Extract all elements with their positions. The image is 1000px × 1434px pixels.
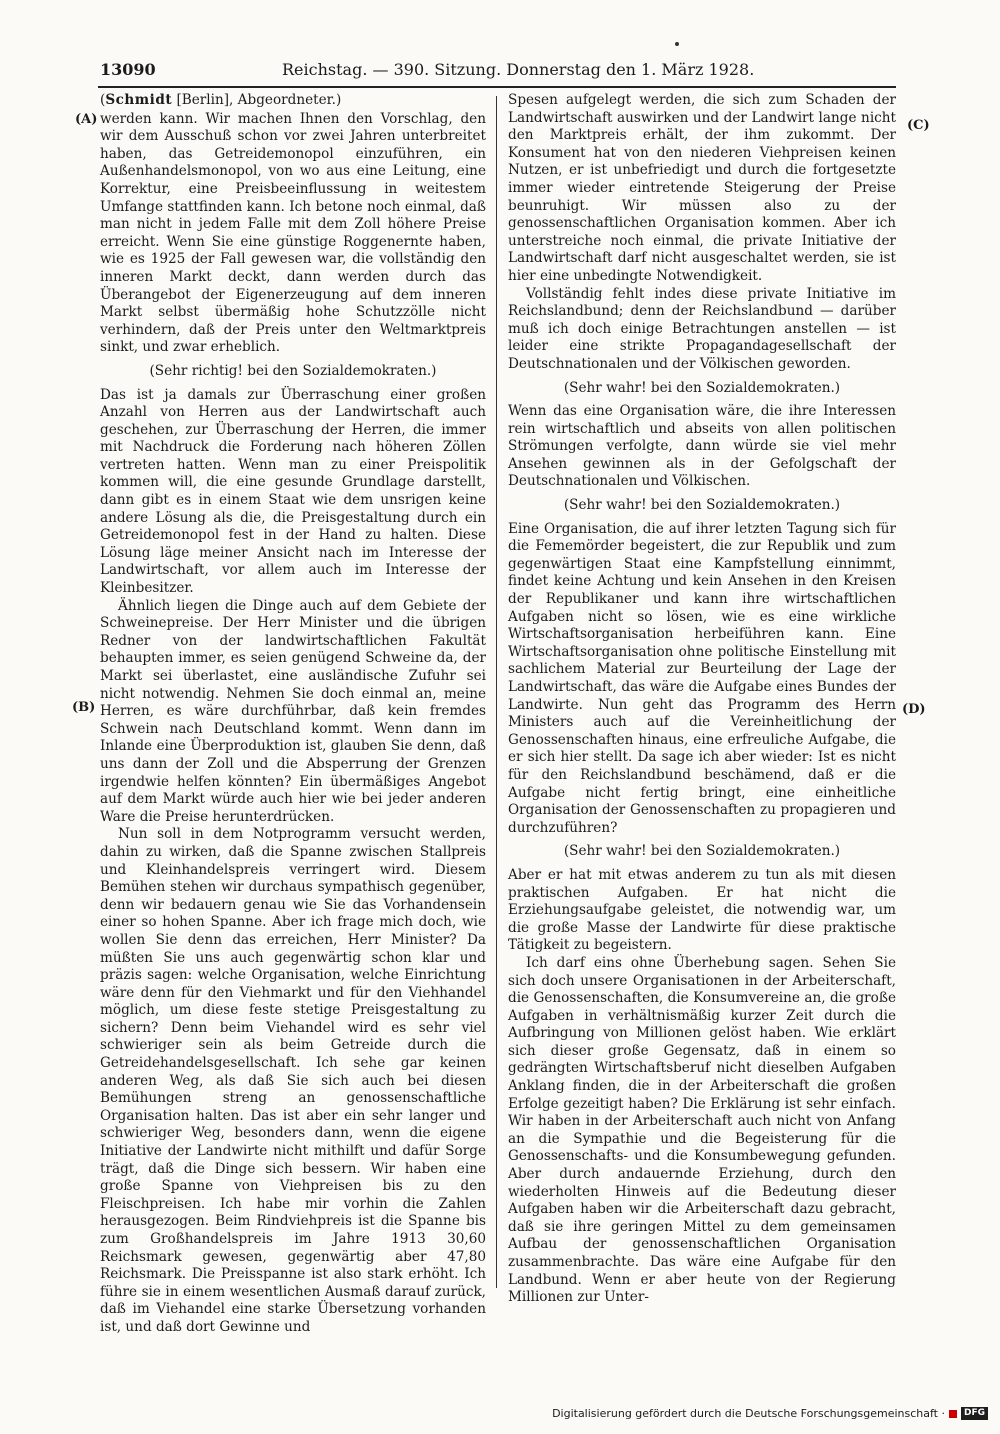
paragraph: Nun soll in dem Notprogramm versucht werden, dahin zu wirken, daß die Spanne zwischen Stallpreis und Kleinhandelspreis verringert wird. Diesem Bemühen stehen wir durchaus sympathisch gegenüber, denn wir bedauern genau wie Sie das Vorhandensein einer so hohen Spanne. Aber ich frage mich doch, wie wollen Sie denn das erreichen, Herr Minister? Da müßten Sie uns auch gegenwärtig schon klar und präzis sagen: welche Organisation, welche Einrichtung wäre denn für den Viehmarkt und für den Viehhandel möglich, um diese feste stetige Preisgestaltung zu sichern? Denn beim Viehandel wird es sehr viel schwieriger sein als beim Getreide durch die Getreidehandelsgesellschaft. Ich sehe gar keinen anderen Weg, als daß Sie sich auch bei diesen Bemühungen streng an genossenschaftliche Organisation halten. Das ist aber ein sehr langer und schwieriger Weg, besonders dann, wenn die eigene Initiative der Landwirte nicht mithilft und dafür Sorge trägt, daß die Dinge sich bessern. Wir haben eine große Spanne von Viehpreisen bis zu den Fleischpreisen. Ich habe mir vorhin die Zahlen herausgezogen. Beim Rindviehpreis ist die Spanne bis zum Großhandelspreis im Jahre 1913 30,60 Reichsmark gewesen, gegenwärtig aber 47,80 Reichsmark. Die Preisspanne ist also stark erhöht. Ich führe sie in einem wesentlichen Ausmaß darauf zurück, daß im Viehandel eine starke Übersetzung vorhanden ist, und daß dort Gewinne und xyxy=(100,826,486,1335)
footer-credit: Digitalisierung gefördert durch die Deutsche Forschungsgemeinschaft · xyxy=(552,1407,945,1420)
left-column xyxy=(100,92,486,1337)
interjection: (Sehr wahr! bei den Sozialdemokraten.) xyxy=(563,379,841,396)
paragraph: Aber er hat mit etwas anderem zu tun als mit diesen praktischen Aufgaben. Er hat nicht die Erziehungsaufgabe geleistet, die notwendig war, um die große Masse der Landwirte für diese praktische Tätigkeit zu begeistern. xyxy=(508,866,896,954)
running-title: Reichstag. — 390. Sitzung. Donnerstag den 1. März 1928. xyxy=(282,60,755,79)
page-number: 13090 xyxy=(100,60,156,79)
paragraph: Wenn das eine Organisation wäre, die ihre Interessen rein wirtschaftlich und abseits von allen politischen Strömungen verfolgte, dann würde sie viel mehr Ansehen gewinnen als in der Gefolgschaft der Deutschnationalen und Völkischen. xyxy=(508,403,896,490)
speaker-name: Schmidt xyxy=(105,92,173,108)
paragraph: Ähnlich liegen die Dinge auch auf dem Gebiete der Schweinepreise. Der Herr Minister und die übrigen Redner von der landwirtschaftlichen Fakultät behaupten immer, es seien genügend Schweine da, der Markt sei überlastet, eine ausländische Zufuhr sei nicht notwendig. Nehmen Sie doch einmal an, meine Herren, es wäre durchführbar, daß kein fremdes Schwein nach Deutschland kommt. Wenn dann im Inlande eine Überproduktion ist, glauben Sie denn, daß uns dann der Zoll und die Absperrung der Grenzen irgendwie helfen könnten? Ein übermäßiges Angebot auf dem Markt würde auch hier wie bei jeder anderen Ware die Preise herunterdrücken. xyxy=(100,597,486,825)
paragraph: Das ist ja damals zur Überraschung einer großen Anzahl von Herren aus der Landwirtschaft auch geschehen, zur Überraschung der Herren, die immer mit Nachdruck die Forderung nach höheren Zöllen vertreten hatten. Wenn man zu einer Preispolitik kommen will, die eine gesunde Grundlage darstellt, dann gibt es in einem Staat wie dem unsrigen keine andere Lösung als die, die Preisgestaltung durch ein Getreidemonopol fest in der Hand zu halten. Diese Lösung läge meiner Ansicht nach im Interesse der Landwirtschaft, vor allem auch im Interesse der Kleinbesitzer. xyxy=(100,386,486,597)
column-divider xyxy=(496,96,497,1288)
print-speck xyxy=(675,42,679,46)
header-rule xyxy=(98,86,896,88)
paragraph: werden kann. Wir machen Ihnen den Vorschlag, den wir dem Ausschuß schon vor zwei Jahren unterbreitet haben, das Getreidemonopol einzuführen, ein Außenhandelsmonopol, von wo aus eine Leitung, eine Korrektur, eine Preisbeeinflussung in weitestem Umfange stattfinden kann. Ich betone noch einmal, daß man nicht in jedem Falle mit dem Zoll höhere Preise erreicht. Wenn Sie eine günstige Roggenernte haben, wie es 1925 der Fall gewesen war, die vollständig den inneren Markt deckt, dann werden durch das Überangebot der Eigenerzeugung auf dem inneren Markt selbst übermäßig hohe Schutzzölle nicht verhindern, daß der Preis unter den Weltmarktpreis sinkt, und zwar erheblich. xyxy=(100,110,486,356)
margin-marker-d: (D) xyxy=(902,702,926,717)
right-column xyxy=(508,92,896,1307)
margin-marker-b: (B) xyxy=(72,700,96,715)
dfg-logo: DFG xyxy=(961,1407,988,1420)
interjection: (Sehr wahr! bei den Sozialdemokraten.) xyxy=(563,497,841,514)
paragraph: Ich darf eins ohne Überhebung sagen. Sehen Sie sich doch unsere Organisationen in der Arbeiterschaft, die Genossenschaften, die Konsumvereine an, die große Aufgaben in verhältnismäßig kurzer Zeit durch die Aufbringung von Millionen gelöst haben. Wie erklärt sich dieser große Gegensatz, daß in einem so gedrängten Wirtschaftsberuf nicht dieselben Aufgaben Anklang finden, die in der Arbeiterschaft die großen Erfolge gezeitigt haben? Die Erklärung ist sehr einfach. Wir haben in der Arbeiterschaft auch nicht von Anfang an die Sympathie und die Begeisterung für die Genossenschafts- und die Konsumbewegung gefunden. Aber durch andauernde Erziehung, durch den wiederholten Hinweis auf die Bedeutung dieser Aufgaben haben wir die Arbeiterschaft dazu gebracht, daß sie ihre geringen Mittel zu dem gemeinsamen Aufbau der genossenschaftlichen Organisation zusammenbrachte. Das wäre eine Aufgabe für den Landbund. Wenn er aber heute von der Regierung Millionen zur Unter- xyxy=(508,954,896,1306)
dfg-logo-icon xyxy=(949,1410,957,1418)
margin-marker-a: (A) xyxy=(75,112,98,127)
paragraph: Vollständig fehlt indes diese private Initiative im Reichslandbund; denn der Reichslandbund — darüber muß ich doch einige Betrachtungen anstellen — ist leider eine strikte Propagandagesellschaft der Deutschnationalen und der Völkischen geworden. xyxy=(508,285,896,372)
margin-marker-c: (C) xyxy=(907,118,930,133)
interjection: (Sehr wahr! bei den Sozialdemokraten.) xyxy=(563,843,841,860)
speaker-line: (Schmidt [Berlin], Abgeordneter.) xyxy=(100,92,342,108)
interjection: (Sehr richtig! bei den Sozialdemokraten.) xyxy=(149,362,437,379)
paragraph: Spesen aufgelegt werden, die sich zum Schaden der Landwirtschaft auswirken und der Landwirt lange nicht den Marktpreis erhält, der ihm zukommt. Der Konsument hat von den niederen Viehpreisen keinen Nutzen, er ist unbefriedigt und durch die fortgesetzte immer wieder eintretende Steigerung der Preise beunruhigt. Wir müssen also zu der genossenschaftlichen Organisation kommen. Aber ich unterstreiche noch einmal, die private Initiative der Landwirtschaft darf nicht ausgeschaltet werden, sie ist hier eine unbedingte Notwendigkeit. xyxy=(508,92,896,284)
speaker-detail: [Berlin], Abgeordneter.) xyxy=(172,92,342,108)
digitization-footer xyxy=(552,1407,988,1420)
paragraph: Eine Organisation, die auf ihrer letzten Tagung sich für die Fememörder begeistert, die zur Republik und zum gegenwärtigen Staat eine Kampfstellung einnimmt, findet keine Achtung und kein Ansehen in den Kreisen der Republikaner und kann ihre wirtschaftlichen Aufgaben nicht so lösen, wie es eine wirkliche Wirtschaftsorganisation herbeiführen kann. Eine Wirtschaftsorganisation ohne politische Einstellung mit sachlichem Material zur Beurteilung der Lage der Landwirtschaft, das wäre die Aufgabe eines Bundes der Landwirte. Nun geht das Programm des Herrn Ministers auch auf die Vereinheitlichung der Genossenschaften hinaus, eine erfreuliche Aufgabe, die er sich hier stellt. Da sage ich aber wieder: Ist es nicht für den Reichslandbund beschämend, daß er die Aufgabe nicht fertig bringt, eine einheitliche Organisation der Genossenschaften zu propagieren und durchzuführen? xyxy=(508,520,896,836)
